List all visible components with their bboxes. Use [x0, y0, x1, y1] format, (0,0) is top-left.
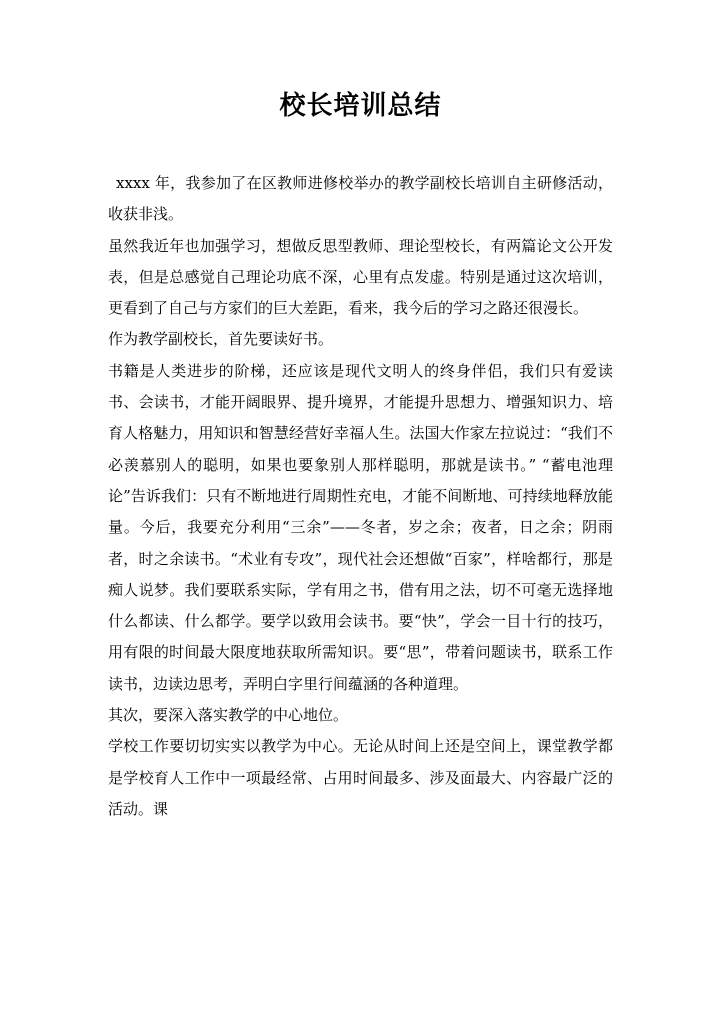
paragraph-teaching: 学校工作要切切实实以教学为中心。无论从时间上还是空间上，课堂教学都是学校育人工作中一项最经常、占用时间最多、涉及面最大、内容最广泛的活动。课 [108, 737, 613, 818]
paragraph-reflection: 虽然我近年也加强学习，想做反思型教师、理论型校长，有两篇论文公开发表，但是总感觉自己理论功底不深，心里有点发虚。特别是通过这次培训，更看到了自己与方家们的巨大差距，看来，我今后的学习之路还很漫长。 [108, 236, 613, 318]
document-title: 校长培训总结 [279, 91, 442, 121]
document-body [108, 168, 613, 825]
paragraph-heading-teaching: 其次，要深入落实教学的中心地位。 [108, 706, 349, 725]
paragraph-reading: 书籍是人类进步的阶梯，还应该是现代文明人的终身伴侣，我们只有爱读书、会读书，才能开阔眼界、提升境界，才能提升思想力、增强知识力、培育人格魅力，用知识和智慧经营好幸福人生。法国大作家左拉说过：“我们不必羡慕别人的聪明，如果也要象别人那样聪明，那就是读书。” “蓄电池理论”告诉我们：只有不断地进行周期性充电，才能不间断地、可持续地释放能量。今后，我要充分利用“三余”——冬者，岁之余；夜者，日之余；阴雨者，时之余读书。“术业有专攻”，现代社会还想做“百家”，样啥都行，那是痴人说梦。我们要联系实际，学有用之书，借有用之法，切不可毫无选择地什么都读、什么都学。要学以致用会读书。要“快”，学会一目十行的技巧，用有限的时间最大限度地获取所需知识。要“思”，带着问题读书，联系工作读书，边读边思考，弄明白字里行间蕴涵的各种道理。 [108, 361, 613, 693]
paragraph-heading-reading: 作为教学副校长，首先要读好书。 [108, 330, 334, 349]
paragraph-intro: xxxx 年，我参加了在区教师进修校举办的教学副校长培训自主研修活动，收获非浅。 [108, 174, 613, 224]
